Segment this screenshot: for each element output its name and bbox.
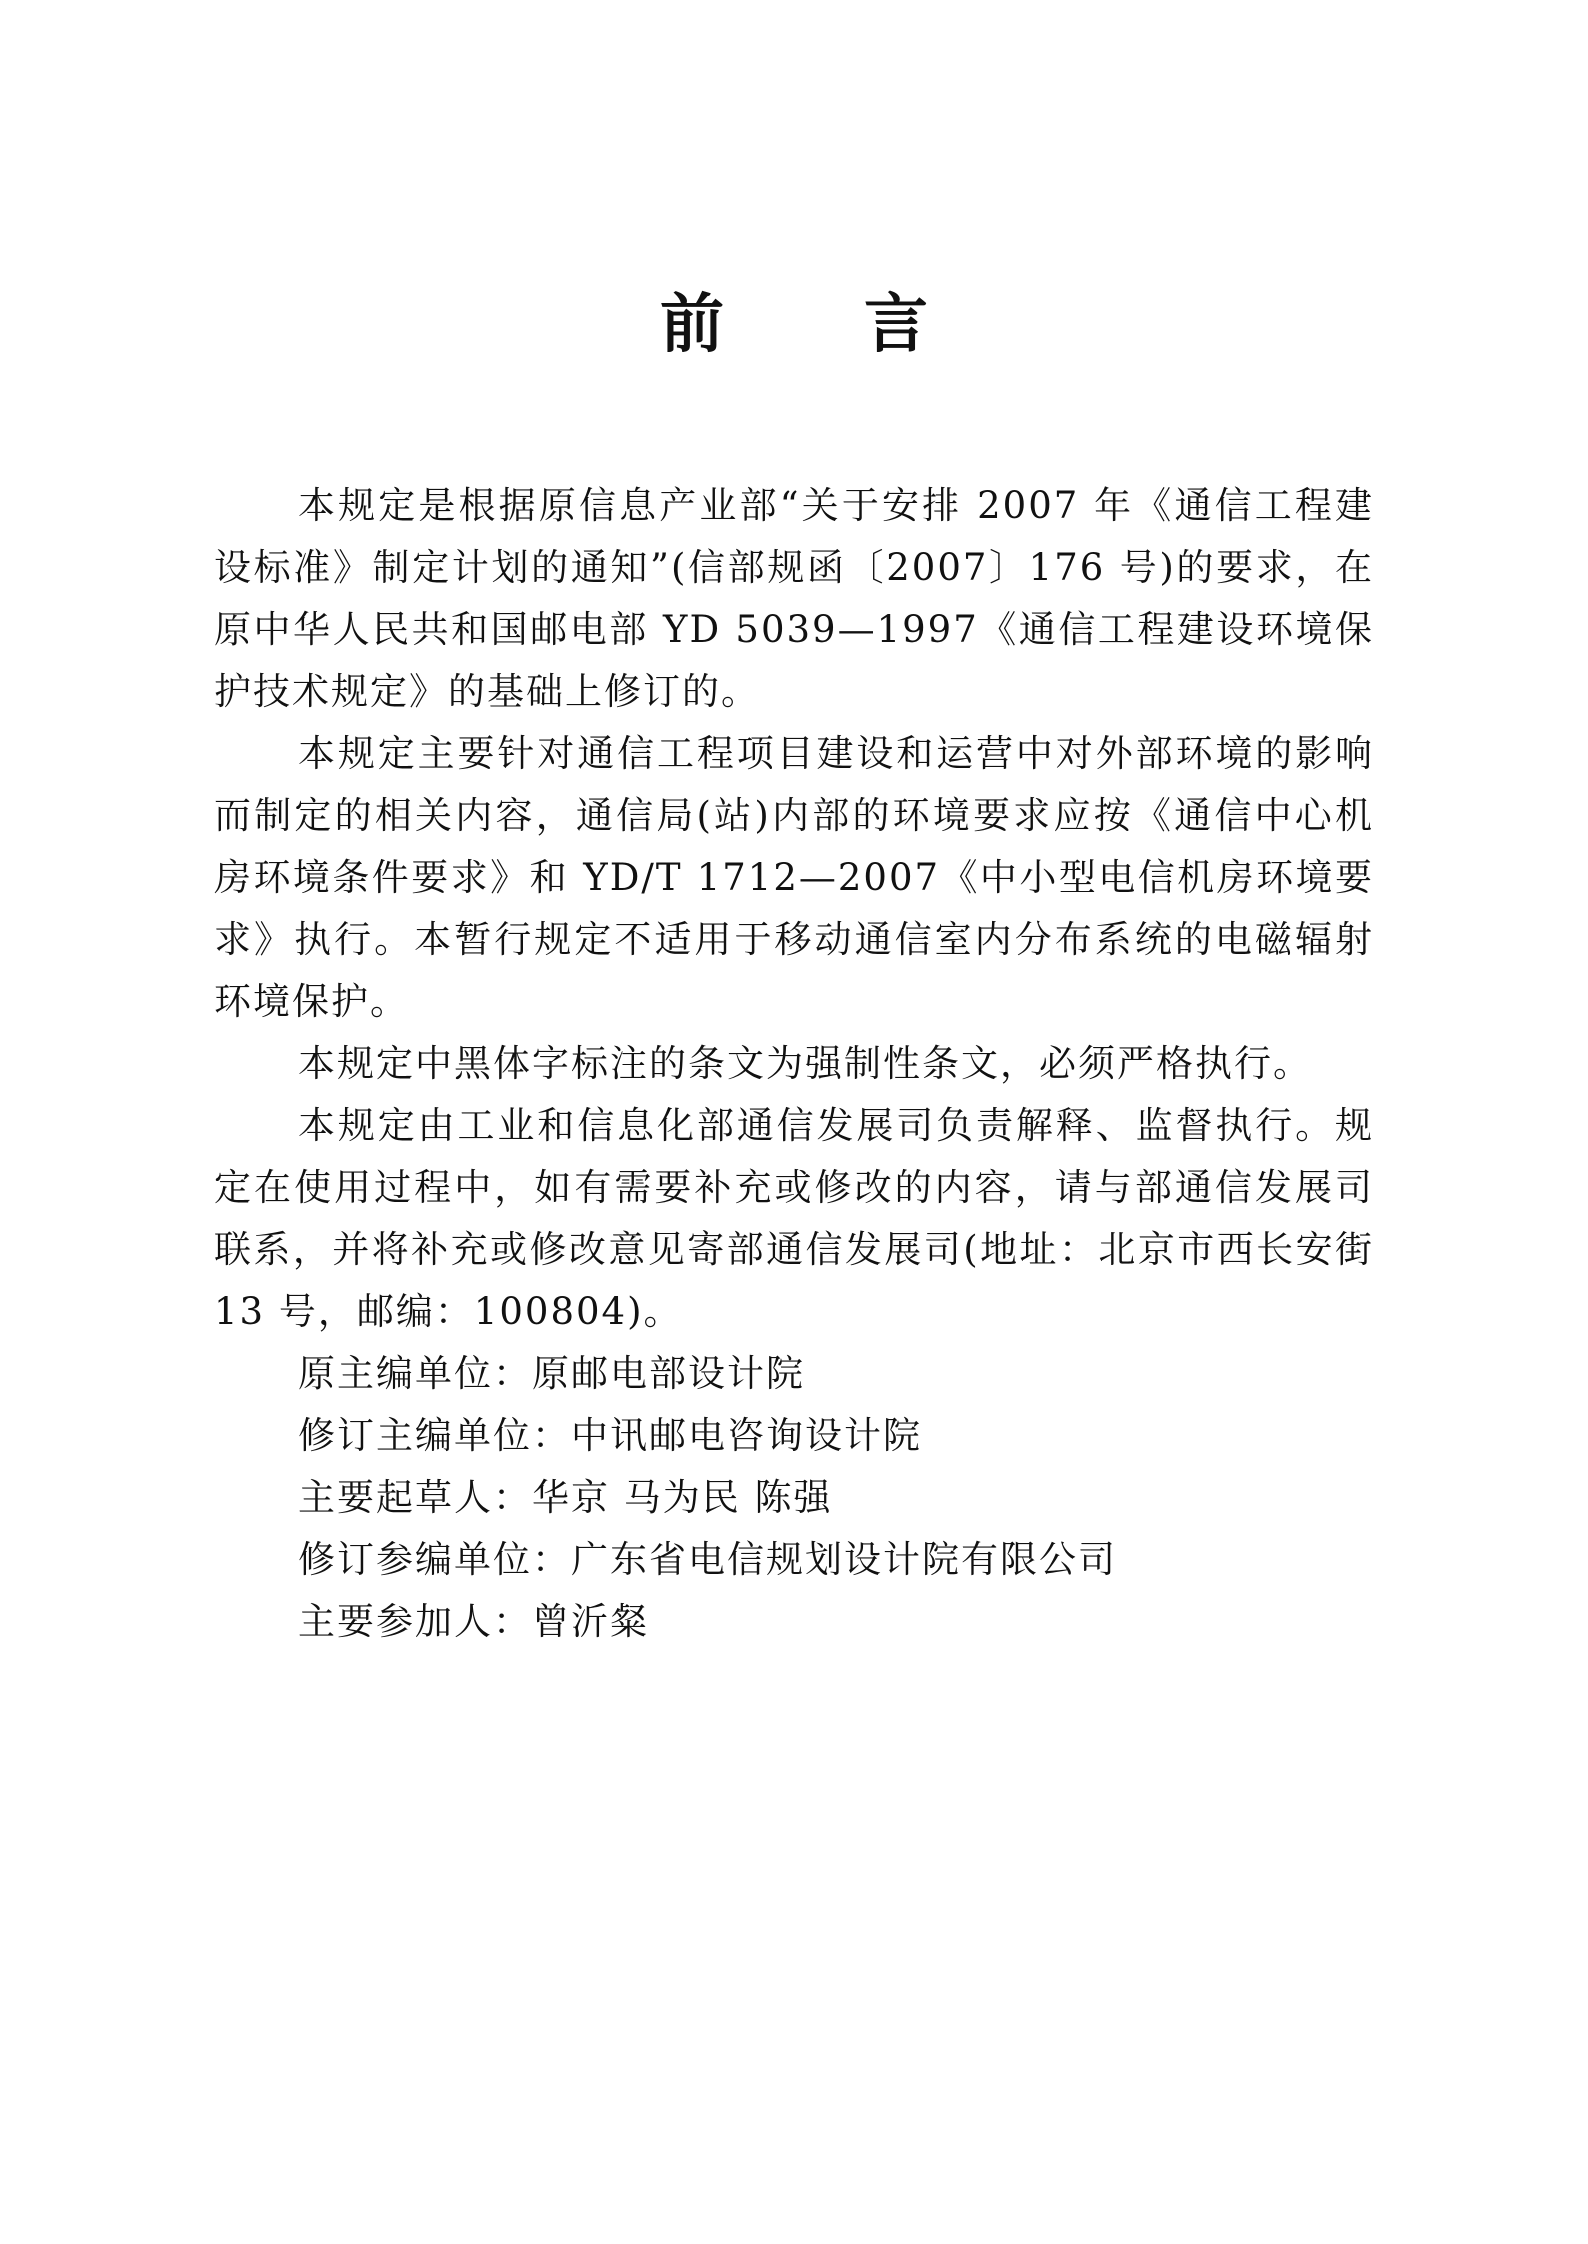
paragraph-mandatory: 本规定中黑体字标注的条文为强制性条文，必须严格执行。 (298, 1042, 1312, 1085)
credit-original-editor: 原主编单位：原邮电部设计院 (298, 1352, 805, 1395)
credit-revision-participant: 修订参编单位：广东省电信规划设计院有限公司 (298, 1538, 1117, 1581)
paragraph-basis: 本规定是根据原信息产业部“关于安排 2007 年《通信工程建设标准》制定计划的通知”(信部规函〔2007〕176 号)的要求，在原中华人民共和国邮电部 YD 5039—1997《通信工程建设环境保护技术规定》的基础上修订的。 (214, 484, 1374, 713)
credit-drafters: 主要起草人：华京 马为民 陈强 (298, 1476, 833, 1519)
title-char-2: 言 (864, 287, 928, 362)
paragraph-contact: 本规定由工业和信息化部通信发展司负责解释、监督执行。规定在使用过程中，如有需要补充或修改的内容，请与部通信发展司联系，并将补充或修改意见寄部通信发展司(地址：北京市西长安街 13 号，邮编：100804)。 (214, 1104, 1374, 1333)
title-char-1: 前 (660, 287, 724, 362)
paragraph-scope: 本规定主要针对通信工程项目建设和运营中对外部环境的影响而制定的相关内容，通信局(站)内部的环境要求应按《通信中心机房环境条件要求》和 YD/T 1712—2007《中小型电信机房环境要求》执行。本暂行规定不适用于移动通信室内分布系统的电磁辐射环境保护。 (214, 732, 1374, 1023)
credit-participants: 主要参加人：曾沂粲 (298, 1600, 649, 1643)
credit-revision-editor: 修订主编单位：中讯邮电咨询设计院 (298, 1414, 922, 1457)
preface-body (214, 475, 1374, 1653)
page-title (0, 285, 1588, 365)
